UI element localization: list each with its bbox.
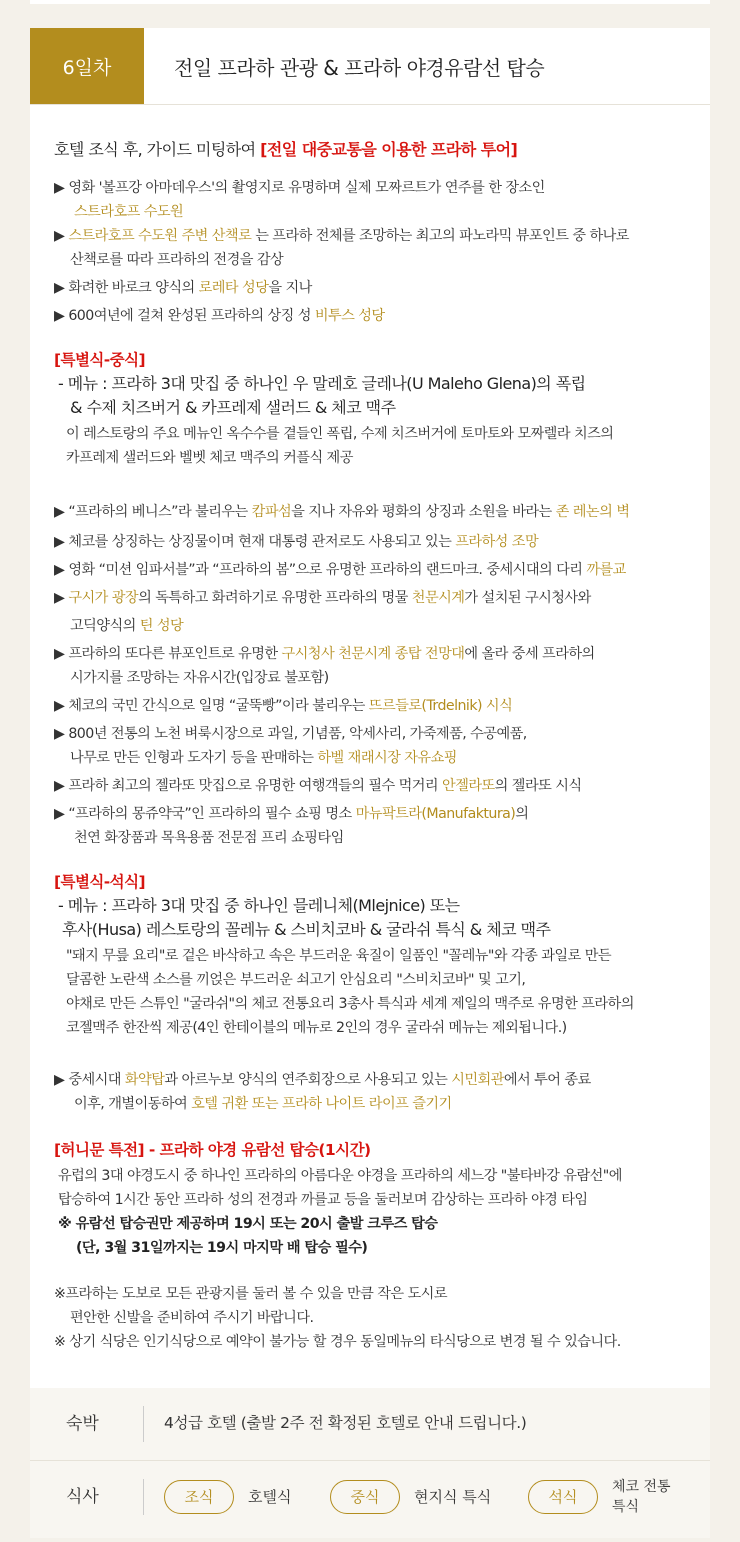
lunch-menu-line: - 메뉴 : 프라하 3대 맛집 중 하나인 우 말레호 글레나(U Maleho Glena)의 폭립 — [58, 374, 586, 393]
lodging-label: 숙박 — [66, 1414, 99, 1434]
schedule-line — [74, 1094, 452, 1114]
divider — [143, 1479, 144, 1515]
schedule-line — [54, 644, 595, 664]
line-text: ▶ — [54, 228, 69, 244]
line-text: ▶ 체코를 상징하는 상징물이며 현재 대통령 관저로도 사용되고 있는 — [54, 534, 456, 550]
honeymoon-desc-line: 유럽의 3대 야경도시 중 하나인 프라하의 아름다운 야경을 프라하의 세느강 "불타바강 유람선"에 — [58, 1168, 622, 1184]
schedule-line — [54, 804, 528, 824]
schedule-line — [74, 202, 183, 222]
dinner-text — [612, 1477, 671, 1517]
intro-line — [54, 140, 517, 160]
line-text: ▶ 체코의 국민 간식으로 일명 “굴뚝빵”이라 불리우는 — [54, 698, 369, 714]
line-text: 을 지나 — [268, 280, 312, 296]
dinner-desc-line: 코젤맥주 한잔씩 제공(4인 한테이블의 메뉴로 2인의 경우 굴라쉬 메뉴는 제외됩니다.) — [66, 1020, 567, 1036]
line-text: ▶ 600여년에 걸쳐 완성된 프라하의 상징 성 — [54, 308, 315, 324]
day-badge: 6일차 — [30, 28, 144, 104]
day-summary-footer — [30, 1388, 710, 1538]
lodging-row — [30, 1388, 710, 1460]
line-text: ▶ 영화 '볼프강 아마데우스'의 촬영지로 유명하며 실제 모짜르트가 연주를 한 장소인 — [54, 180, 545, 196]
honeymoon-title: [허니문 특전] - 프라하 야경 유람선 탑승(1시간) — [54, 1141, 371, 1159]
dinner-title: [특별식-석식] — [54, 873, 146, 891]
line-text: ▶ — [54, 590, 69, 606]
highlight-text: 뜨르들로(Trdelnik) 시식 — [368, 698, 513, 714]
highlight-text: 틴 성당 — [139, 618, 184, 634]
schedule-line — [54, 588, 591, 608]
dinner-text-line: 체코 전통 — [612, 1479, 671, 1495]
line-text: 산책로를 따라 프라하의 전경을 감상 — [70, 252, 284, 268]
schedule-line — [54, 532, 538, 552]
line-text: ▶ 중세시대 — [54, 1072, 125, 1088]
line-text: ▶ 800년 전통의 노천 벼룩시장으로 과일, 기념품, 악세사리, 가죽제품, 수공예품, — [54, 726, 527, 742]
line-text: 고딕양식의 — [70, 618, 140, 634]
line-text: 의 젤라또 시식 — [494, 778, 582, 794]
honeymoon-desc-line: 탑승하여 1시간 동안 프라하 성의 전경과 까를교 등을 둘러보며 감상하는 프라하 야경 타임 — [58, 1192, 588, 1208]
schedule-line — [54, 560, 626, 580]
highlight-text: 안젤라또 — [442, 778, 495, 794]
schedule-line — [54, 178, 545, 198]
highlight-text: 캄파섬 — [251, 504, 292, 520]
lunch-desc-line: 카프레제 샐러드와 벨벳 체코 맥주의 커플식 제공 — [66, 450, 353, 466]
schedule-line — [54, 776, 582, 796]
line-text: 시가지를 조망하는 자유시간(입장료 불포함) — [70, 670, 329, 686]
highlight-text: 천문시계 — [411, 590, 465, 606]
line-text: ▶ 영화 “미션 임파서블”과 “프라하의 봄”으로 유명한 프라하의 랜드마크. 중세시대의 다리 — [54, 562, 587, 578]
breakfast-text: 호텔식 — [248, 1488, 292, 1506]
itinerary-day-card — [30, 28, 710, 1538]
intro-text: 호텔 조식 후, 가이드 미팅하여 — [54, 140, 261, 159]
line-text: 나무로 만든 인형과 도자기 등을 판매하는 — [70, 750, 318, 766]
line-text: ▶ 프라하 최고의 젤라또 맛집으로 유명한 여행객들의 필수 먹거리 — [54, 778, 443, 794]
schedule-line — [70, 668, 329, 688]
lunch-desc-line: 이 레스토랑의 주요 메뉴인 옥수수를 곁들인 폭립, 수제 치즈버거에 토마토와 모짜렐라 치즈의 — [66, 426, 614, 442]
highlight-text: 스트라호프 수도원 주변 산책로 — [68, 228, 252, 244]
line-text: 이후, 개별이동하여 — [74, 1096, 192, 1112]
schedule-line — [54, 278, 312, 298]
highlight-text: 시민회관 — [451, 1072, 504, 1088]
line-text: ▶ 프라하의 또다른 뷰포인트로 유명한 — [54, 646, 282, 662]
dinner-menu-line: - 메뉴 : 프라하 3대 맛집 중 하나인 믈레니체(Mlejnice) 또는 — [58, 896, 460, 915]
schedule-line — [70, 748, 457, 768]
honeymoon-note: ※ 유람선 탑승권만 제공하며 19시 또는 20시 출발 크루즈 탑승 — [58, 1216, 438, 1232]
highlight-text: 구시가 광장 — [68, 590, 139, 606]
dinner-pill: 석식 — [528, 1480, 598, 1514]
line-text: 의 — [515, 806, 529, 822]
meals-label: 식사 — [66, 1487, 99, 1507]
line-text: 천연 화장품과 목욕용품 전문점 프리 쇼핑타임 — [74, 830, 344, 846]
note-line: ※ 상기 식당은 인기식당으로 예약이 불가능 할 경우 동일메뉴의 타식당으로 변경 될 수 있습니다. — [54, 1334, 621, 1350]
highlight-text: 로레타 성당 — [198, 280, 269, 296]
dinner-text-line: 특식 — [612, 1499, 640, 1515]
schedule-line — [74, 828, 344, 848]
lodging-text: 4성급 호텔 (출발 2주 전 확정된 호텔로 안내 드립니다.) — [164, 1414, 527, 1432]
dinner-desc-line: 달콤한 노란색 소스를 끼얹은 부드러운 쇠고기 안심요리 "스비치코바" 및 고기, — [66, 972, 526, 988]
line-text: 의 독특하고 화려하기로 유명한 프라하의 명물 — [138, 590, 412, 606]
schedule-line — [70, 250, 283, 270]
schedule-line — [54, 226, 629, 246]
top-divider — [30, 0, 710, 4]
line-text: 과 아르누보 양식의 연주회장으로 사용되고 있는 — [164, 1072, 452, 1088]
honeymoon-note: (단, 3월 31일까지는 19시 마지막 배 탑승 필수) — [76, 1240, 368, 1256]
dinner-menu-line: 후사(Husa) 레스토랑의 꼴레뉴 & 스비치코바 & 굴라쉬 특식 & 체코 맥주 — [62, 920, 551, 939]
dinner-desc-line: "돼지 무릎 요리"로 겉은 바삭하고 속은 부드러운 육질이 일품인 "꼴레뉴"와 각종 과일로 만든 — [66, 948, 612, 964]
highlight-text: 구시청사 천문시계 종탑 전망대 — [281, 646, 465, 662]
meals-row — [30, 1460, 710, 1533]
line-text: 가 설치된 구시청사와 — [464, 590, 591, 606]
lunch-text: 현지식 특식 — [414, 1488, 492, 1506]
highlight-text: 까를교 — [586, 562, 626, 578]
intro-highlight: [전일 대중교통을 이용한 프라하 투어] — [260, 140, 518, 159]
line-text: ▶ 화려한 바로크 양식의 — [54, 280, 199, 296]
line-text: 에서 투어 종료 — [503, 1072, 591, 1088]
dinner-desc-line: 야채로 만든 스튜인 "굴라쉬"의 체코 전통요리 3총사 특식과 세계 제일의 맥주로 유명한 프라하의 — [66, 996, 634, 1012]
schedule-line — [54, 1070, 591, 1090]
schedule-line — [54, 306, 385, 326]
highlight-text: 마뉴팍트라(Manufaktura) — [355, 806, 516, 822]
line-text: 는 프라하 전체를 조망하는 최고의 파노라믹 뷰포인트 중 하나로 — [251, 228, 629, 244]
highlight-text: 존 레논의 벽 — [555, 504, 630, 520]
line-text: ▶ “프라하의 베니스”라 불리우는 — [54, 504, 252, 520]
divider — [143, 1406, 144, 1442]
highlight-text: 프라하성 조망 — [455, 534, 539, 550]
schedule-line — [54, 502, 629, 522]
lunch-pill: 중식 — [330, 1480, 400, 1514]
highlight-text: 호텔 귀환 또는 프라하 나이트 라이프 즐기기 — [191, 1096, 452, 1112]
day-header — [30, 28, 710, 105]
line-text: ▶ “프라하의 몽쥬약국”인 프라하의 필수 쇼핑 명소 — [54, 806, 356, 822]
schedule-line — [54, 696, 512, 716]
note-line: 편안한 신발을 준비하여 주시기 바랍니다. — [70, 1310, 314, 1326]
line-text: 에 올라 중세 프라하의 — [464, 646, 595, 662]
schedule-line — [70, 616, 183, 636]
highlight-text: 하벨 재래시장 자유쇼핑 — [317, 750, 457, 766]
lunch-menu-line: & 수제 치즈버거 & 카프레제 샐러드 & 체코 맥주 — [70, 398, 396, 417]
lunch-title: [특별식-중식] — [54, 351, 146, 369]
breakfast-pill: 조식 — [164, 1480, 234, 1514]
line-text: 을 지나 자유와 평화의 상징과 소원을 바라는 — [291, 504, 556, 520]
highlight-text: 스트라호프 수도원 — [74, 204, 184, 220]
highlight-text: 화약탑 — [124, 1072, 165, 1088]
day-title: 전일 프라하 관광 & 프라하 야경유람선 탑승 — [174, 56, 545, 80]
schedule-line — [54, 724, 527, 744]
note-line: ※프라하는 도보로 모든 관광지를 둘러 볼 수 있을 만큼 작은 도시로 — [54, 1286, 447, 1302]
highlight-text: 비투스 성당 — [314, 308, 385, 324]
